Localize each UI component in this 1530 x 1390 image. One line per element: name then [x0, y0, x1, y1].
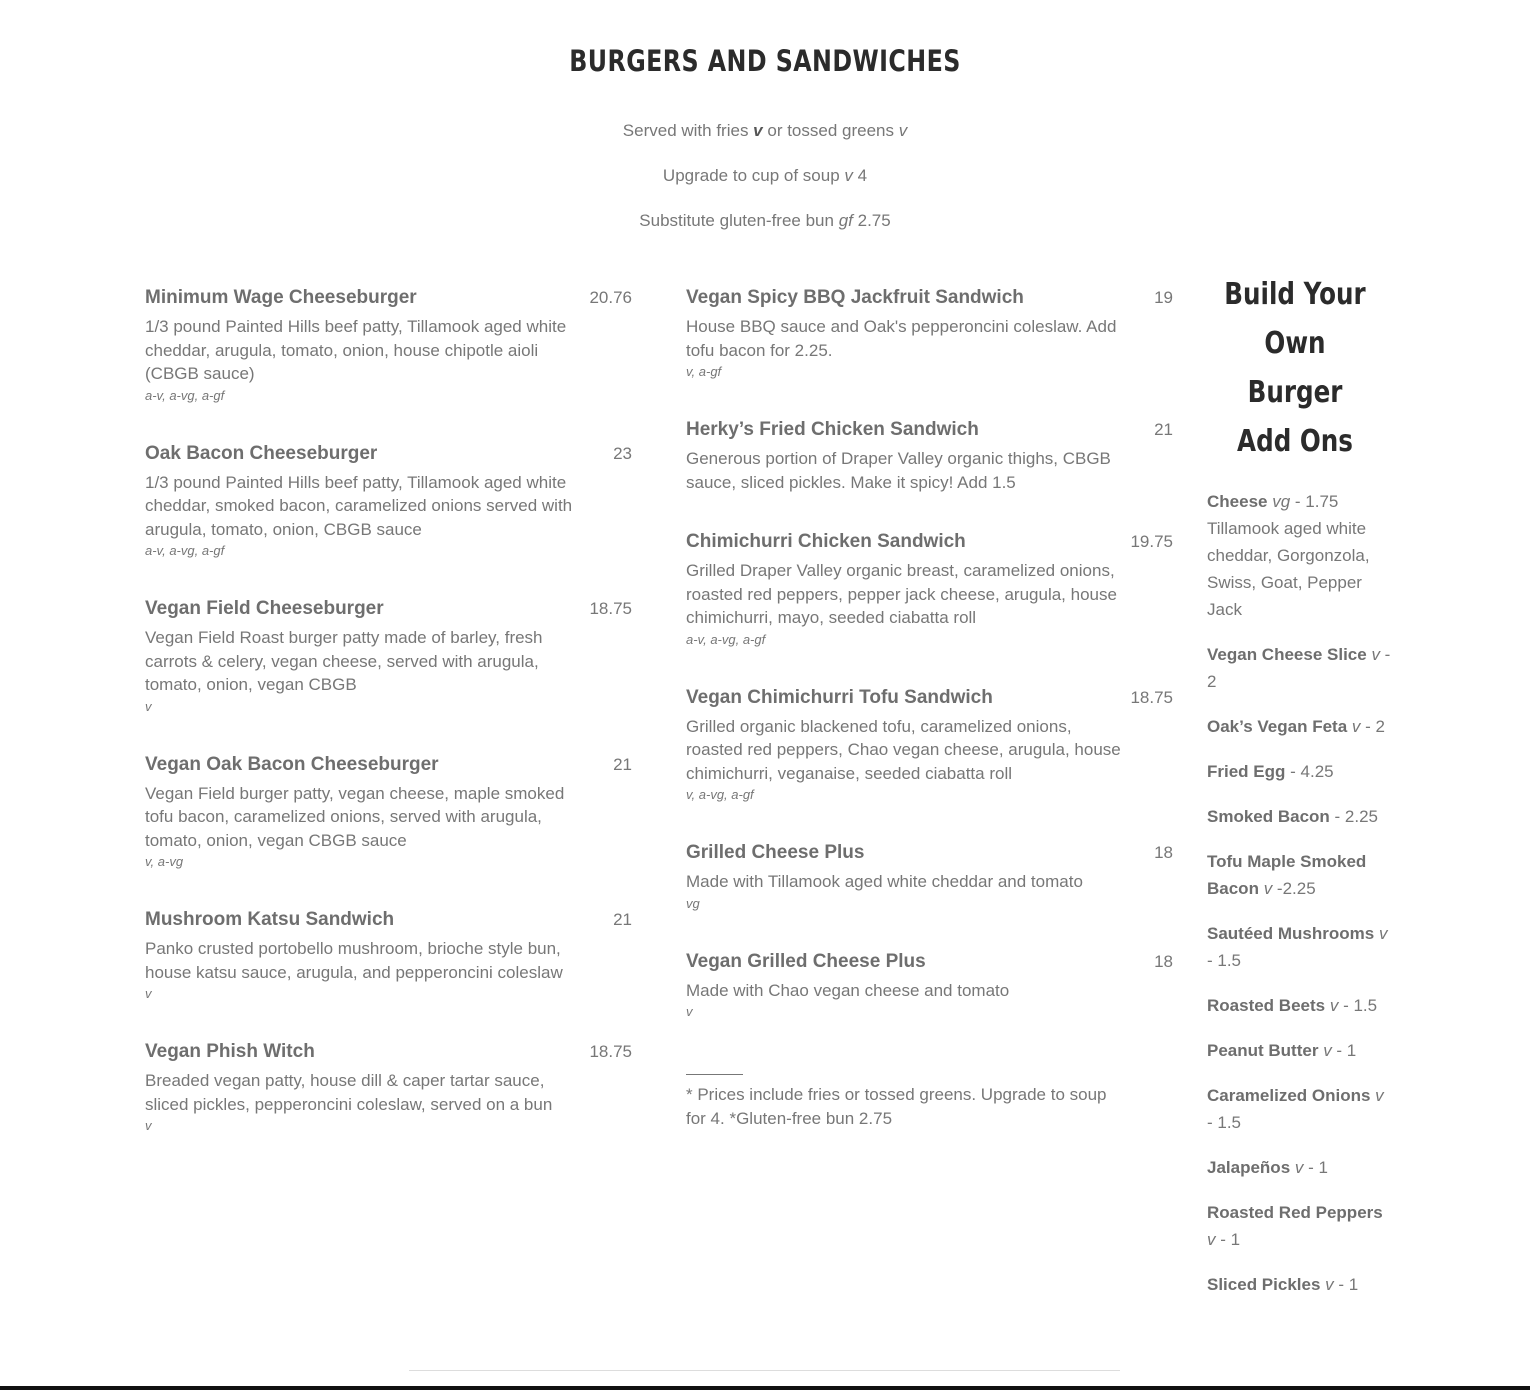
item-dietary-tags: v	[145, 1118, 152, 1133]
item-name: Vegan Spicy BBQ Jackfruit Sandwich	[686, 287, 1024, 308]
item-price: 23	[613, 443, 632, 463]
item-name: Herky’s Fried Chicken Sandwich	[686, 419, 979, 440]
item-description: Vegan Field Roast burger patty made of barley, fresh carrots & celery, vegan cheese, served with arugula, tomato, onion, vegan CBGB	[145, 628, 543, 694]
item-dietary-tags: a-v, a-vg, a-gf	[145, 543, 225, 558]
item-name: Vegan Grilled Cheese Plus	[686, 950, 926, 972]
menu-column-left	[145, 286, 632, 1172]
item-price: 18.75	[1130, 687, 1173, 707]
addon-item: Roasted Beets v - 1.5	[1207, 996, 1378, 1015]
addon-description: Tillamook aged white cheddar, Gorgonzola, Swiss, Goat, Pepper Jack	[1207, 519, 1370, 619]
menu-item	[145, 1040, 632, 1136]
menu-item	[686, 686, 1173, 806]
item-price: 19.75	[1130, 532, 1173, 551]
item-dietary-tags: v	[686, 1004, 693, 1019]
menu-item	[145, 753, 632, 873]
menu-item	[145, 908, 632, 1004]
addon-item: Fried Egg - 4.25	[1207, 762, 1334, 781]
addon-item: Oak’s Vegan Feta v - 2	[1207, 717, 1385, 736]
menu-item	[686, 418, 1173, 494]
intro-gluten-free: Substitute gluten-free bun gf 2.75	[639, 211, 891, 230]
item-name: Minimum Wage Cheeseburger	[145, 287, 417, 308]
item-dietary-tags: v, a-vg	[145, 854, 184, 869]
item-price: 20.76	[589, 288, 632, 307]
item-name: Vegan Chimichurri Tofu Sandwich	[686, 686, 993, 708]
item-description: Breaded vegan patty, house dill & caper tartar sauce, sliced pickles, pepperoncini coleslaw, served on a bun	[145, 1071, 553, 1114]
item-dietary-tags: a-v, a-vg, a-gf	[145, 387, 225, 403]
item-price: 18.75	[589, 1042, 632, 1061]
menu-item	[686, 950, 1173, 1023]
addon-item: Jalapeños v - 1	[1207, 1158, 1328, 1177]
addon-item: Sautéed Mushrooms v - 1.5	[1207, 924, 1388, 970]
item-price: 21	[613, 754, 632, 774]
addon-item: Cheese vg - 1.75 Tillamook aged white cheddar, Gorgonzola, Swiss, Goat, Pepper Jack	[1207, 492, 1370, 619]
item-description: Made with Tillamook aged white cheddar and tomato	[686, 872, 1083, 891]
item-description: 1/3 pound Painted Hills beef patty, Tillamook aged white cheddar, smoked bacon, caramelized onions served with arugula, tomato, onion, CBGB sauce	[145, 472, 573, 539]
addons-column	[1207, 270, 1397, 1316]
page-bottom-bar	[0, 1386, 1530, 1390]
item-description: Vegan Field burger patty, vegan cheese, maple smoked tofu bacon, caramelized onions, served with arugula, tomato, onion, vegan CBGB sauce	[145, 783, 565, 850]
item-name: Vegan Oak Bacon Cheeseburger	[145, 753, 439, 775]
item-description: Generous portion of Draper Valley organic thighs, CBGB sauce, sliced pickles. Make it spicy! Add 1.5	[686, 449, 1111, 492]
addon-item: Sliced Pickles v - 1	[1207, 1275, 1359, 1294]
item-description: Grilled organic blackened tofu, caramelized onions, roasted red peppers, Chao vegan cheese, arugula, house chimichurri, veganaise, seeded ciabatta roll	[686, 716, 1121, 783]
item-price: 18	[1154, 843, 1173, 862]
addon-item: Caramelized Onions v - 1.5	[1207, 1086, 1384, 1132]
item-dietary-tags: v, a-gf	[686, 364, 722, 379]
item-name: Chimichurri Chicken Sandwich	[686, 531, 966, 552]
item-dietary-tags: v, a-vg, a-gf	[686, 787, 754, 802]
item-dietary-tags: v	[145, 698, 152, 714]
item-description: 1/3 pound Painted Hills beef patty, Tillamook aged white cheddar, arugula, tomato, onion, house chipotle aioli (CBGB sauce)	[145, 317, 567, 383]
item-description: Made with Chao vegan cheese and tomato	[686, 980, 1010, 1000]
item-name: Vegan Phish Witch	[145, 1041, 315, 1062]
addon-item: Roasted Red Peppers v - 1	[1207, 1203, 1383, 1249]
item-name: Grilled Cheese Plus	[686, 842, 865, 863]
menu-item	[686, 530, 1173, 650]
addon-item: Smoked Bacon - 2.25	[1207, 807, 1379, 826]
footnote-divider	[686, 1074, 743, 1075]
item-dietary-tags: a-v, a-vg, a-gf	[686, 631, 766, 647]
item-price: 18.75	[589, 599, 632, 618]
item-name: Mushroom Katsu Sandwich	[145, 909, 395, 930]
item-price: 18	[1154, 951, 1173, 971]
item-price: 21	[1154, 420, 1173, 439]
addon-item: Tofu Maple Smoked Bacon v -2.25	[1207, 852, 1367, 898]
item-price: 21	[613, 910, 632, 929]
addon-item: Peanut Butter v - 1	[1207, 1041, 1357, 1060]
menu-item	[686, 286, 1173, 382]
page-title: BURGERS AND SANDWICHES	[569, 44, 961, 78]
intro-sides: Served with fries v or tossed greens v	[622, 121, 908, 140]
menu-item	[145, 442, 632, 562]
menu-intro	[0, 119, 1530, 254]
intro-soup-upgrade: Upgrade to cup of soup v 4	[662, 166, 868, 185]
menu-item	[145, 286, 632, 406]
item-dietary-tags: vg	[686, 895, 700, 911]
item-description: Panko crusted portobello mushroom, brioche style bun, house katsu sauce, arugula, and pepperoncini coleslaw	[145, 939, 563, 982]
footnote: * Prices include fries or tossed greens. Upgrade to soup for 4. *Gluten-free bun 2.75	[686, 1085, 1107, 1128]
addons-title: Build Your Own Burger Add Ons	[1224, 277, 1366, 459]
item-name: Oak Bacon Cheeseburger	[145, 442, 378, 464]
menu-item	[145, 597, 632, 717]
addon-item: Vegan Cheese Slice v - 2	[1207, 645, 1391, 691]
menu-column-middle	[686, 286, 1173, 1130]
section-divider	[409, 1370, 1120, 1371]
item-name: Vegan Field Cheeseburger	[145, 598, 384, 619]
item-dietary-tags: v	[145, 986, 152, 1001]
item-description: House BBQ sauce and Oak's pepperoncini coleslaw. Add tofu bacon for 2.25.	[686, 317, 1117, 360]
item-description: Grilled Draper Valley organic breast, caramelized onions, roasted red peppers, pepper jack cheese, arugula, house chimichurri, mayo, seeded ciabatta roll	[686, 561, 1117, 627]
item-price: 19	[1154, 288, 1173, 307]
menu-item	[686, 841, 1173, 914]
